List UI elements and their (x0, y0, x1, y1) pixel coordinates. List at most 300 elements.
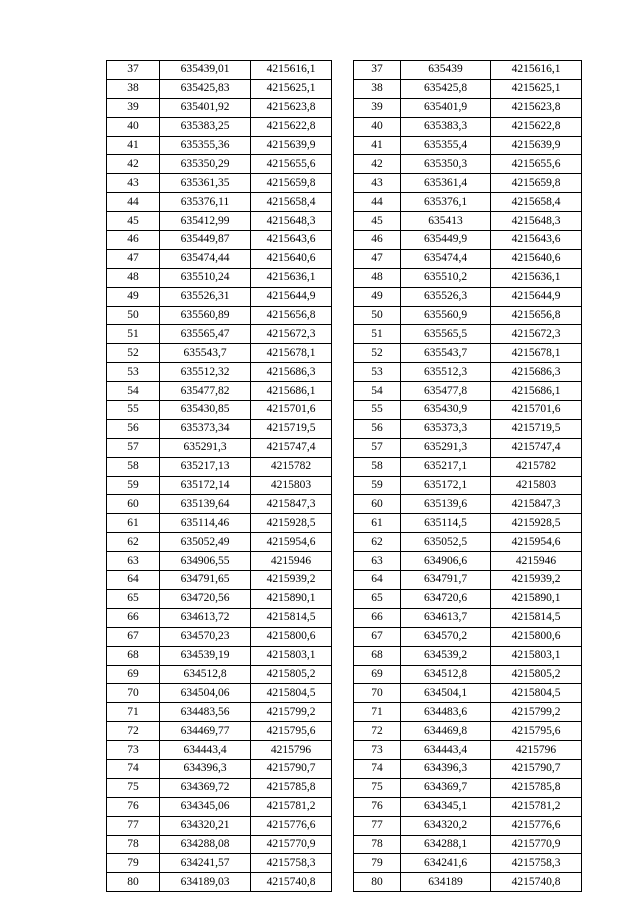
table-row (107, 344, 582, 363)
x-coordinate-left: 634570,23 (160, 627, 251, 646)
point-number-left: 42 (107, 155, 160, 174)
y-coordinate-right: 4215890,1 (491, 589, 582, 608)
y-coordinate-left: 4215782 (251, 457, 332, 476)
column-gap (332, 136, 354, 155)
y-coordinate-right: 4215847,3 (491, 495, 582, 514)
point-number-left: 72 (107, 722, 160, 741)
x-coordinate-left: 634189,03 (160, 873, 251, 892)
point-number-right: 48 (354, 268, 401, 287)
column-gap (332, 268, 354, 287)
x-coordinate-right: 635477,8 (401, 382, 491, 401)
table-row (107, 401, 582, 420)
x-coordinate-left: 634791,65 (160, 571, 251, 590)
point-number-left: 67 (107, 627, 160, 646)
x-coordinate-right: 635526,3 (401, 287, 491, 306)
x-coordinate-right: 634469,8 (401, 722, 491, 741)
point-number-right: 78 (354, 835, 401, 854)
x-coordinate-right: 634320,2 (401, 816, 491, 835)
point-number-left: 63 (107, 552, 160, 571)
y-coordinate-left: 4215814,5 (251, 608, 332, 627)
point-number-right: 62 (354, 533, 401, 552)
y-coordinate-left: 4215805,2 (251, 665, 332, 684)
table-row (107, 552, 582, 571)
table-row (107, 759, 582, 778)
point-number-left: 48 (107, 268, 160, 287)
x-coordinate-left: 634345,06 (160, 797, 251, 816)
column-gap (332, 306, 354, 325)
x-coordinate-right: 635114,5 (401, 514, 491, 533)
x-coordinate-right: 634483,6 (401, 703, 491, 722)
y-coordinate-right: 4215616,1 (491, 61, 582, 80)
x-coordinate-left: 634613,72 (160, 608, 251, 627)
y-coordinate-right: 4215782 (491, 457, 582, 476)
y-coordinate-right: 4215640,6 (491, 249, 582, 268)
column-gap (332, 98, 354, 117)
y-coordinate-left: 4215776,6 (251, 816, 332, 835)
y-coordinate-left: 4215758,3 (251, 854, 332, 873)
point-number-right: 54 (354, 382, 401, 401)
x-coordinate-left: 634396,3 (160, 759, 251, 778)
point-number-left: 80 (107, 873, 160, 892)
x-coordinate-right: 635383,3 (401, 117, 491, 136)
x-coordinate-right: 635401,9 (401, 98, 491, 117)
point-number-left: 76 (107, 797, 160, 816)
x-coordinate-left: 635350,29 (160, 155, 251, 174)
point-number-right: 42 (354, 155, 401, 174)
point-number-right: 72 (354, 722, 401, 741)
column-gap (332, 873, 354, 892)
x-coordinate-right: 635376,1 (401, 193, 491, 212)
y-coordinate-right: 4215790,7 (491, 759, 582, 778)
y-coordinate-right: 4215622,8 (491, 117, 582, 136)
table-row (107, 61, 582, 80)
column-gap (332, 854, 354, 873)
table-row (107, 608, 582, 627)
y-coordinate-left: 4215658,4 (251, 193, 332, 212)
point-number-right: 57 (354, 438, 401, 457)
point-number-left: 50 (107, 306, 160, 325)
y-coordinate-left: 4215636,1 (251, 268, 332, 287)
column-gap (332, 117, 354, 136)
table-row (107, 419, 582, 438)
point-number-left: 39 (107, 98, 160, 117)
x-coordinate-right: 634189 (401, 873, 491, 892)
x-coordinate-left: 634504,06 (160, 684, 251, 703)
point-number-right: 40 (354, 117, 401, 136)
point-number-left: 69 (107, 665, 160, 684)
point-number-right: 77 (354, 816, 401, 835)
y-coordinate-left: 4215622,8 (251, 117, 332, 136)
x-coordinate-right: 634396,3 (401, 759, 491, 778)
x-coordinate-right: 634720,6 (401, 589, 491, 608)
point-number-right: 71 (354, 703, 401, 722)
point-number-left: 52 (107, 344, 160, 363)
table-row (107, 495, 582, 514)
column-gap (332, 552, 354, 571)
y-coordinate-left: 4215625,1 (251, 79, 332, 98)
x-coordinate-left: 634483,56 (160, 703, 251, 722)
column-gap (332, 495, 354, 514)
y-coordinate-right: 4215804,5 (491, 684, 582, 703)
x-coordinate-right: 635350,3 (401, 155, 491, 174)
y-coordinate-left: 4215781,2 (251, 797, 332, 816)
point-number-right: 65 (354, 589, 401, 608)
point-number-left: 45 (107, 212, 160, 231)
x-coordinate-right: 634241,6 (401, 854, 491, 873)
column-gap (332, 79, 354, 98)
table-row (107, 212, 582, 231)
point-number-right: 43 (354, 174, 401, 193)
y-coordinate-right: 4215686,1 (491, 382, 582, 401)
x-coordinate-left: 634443,4 (160, 741, 251, 760)
x-coordinate-right: 635430,9 (401, 401, 491, 420)
point-number-right: 50 (354, 306, 401, 325)
table-row (107, 117, 582, 136)
point-number-left: 74 (107, 759, 160, 778)
x-coordinate-left: 635425,83 (160, 79, 251, 98)
point-number-left: 78 (107, 835, 160, 854)
x-coordinate-right: 634443,4 (401, 741, 491, 760)
y-coordinate-left: 4215747,4 (251, 438, 332, 457)
point-number-right: 55 (354, 401, 401, 420)
table-row (107, 268, 582, 287)
x-coordinate-left: 634720,56 (160, 589, 251, 608)
point-number-left: 79 (107, 854, 160, 873)
y-coordinate-right: 4215939,2 (491, 571, 582, 590)
point-number-left: 47 (107, 249, 160, 268)
x-coordinate-right: 635052,5 (401, 533, 491, 552)
point-number-right: 79 (354, 854, 401, 873)
table-row (107, 589, 582, 608)
x-coordinate-right: 635565,5 (401, 325, 491, 344)
y-coordinate-left: 4215639,9 (251, 136, 332, 155)
point-number-right: 47 (354, 249, 401, 268)
coordinate-table (106, 60, 582, 892)
table-row (107, 231, 582, 250)
table-row (107, 155, 582, 174)
point-number-right: 66 (354, 608, 401, 627)
point-number-right: 69 (354, 665, 401, 684)
point-number-left: 65 (107, 589, 160, 608)
x-coordinate-right: 635439 (401, 61, 491, 80)
y-coordinate-right: 4215648,3 (491, 212, 582, 231)
point-number-left: 46 (107, 231, 160, 250)
y-coordinate-left: 4215644,9 (251, 287, 332, 306)
y-coordinate-left: 4215659,8 (251, 174, 332, 193)
column-gap (332, 646, 354, 665)
point-number-right: 70 (354, 684, 401, 703)
table-row (107, 741, 582, 760)
x-coordinate-left: 635512,32 (160, 363, 251, 382)
table-row (107, 646, 582, 665)
x-coordinate-left: 635217,13 (160, 457, 251, 476)
table-row (107, 382, 582, 401)
table-row (107, 476, 582, 495)
table-row (107, 249, 582, 268)
point-number-right: 60 (354, 495, 401, 514)
y-coordinate-right: 4215814,5 (491, 608, 582, 627)
x-coordinate-left: 634512,8 (160, 665, 251, 684)
x-coordinate-left: 635376,11 (160, 193, 251, 212)
point-number-left: 49 (107, 287, 160, 306)
y-coordinate-right: 4215625,1 (491, 79, 582, 98)
table-row (107, 684, 582, 703)
table-row (107, 778, 582, 797)
column-gap (332, 344, 354, 363)
x-coordinate-right: 635373,3 (401, 419, 491, 438)
x-coordinate-right: 634369,7 (401, 778, 491, 797)
x-coordinate-right: 635474,4 (401, 249, 491, 268)
x-coordinate-left: 635401,92 (160, 98, 251, 117)
x-coordinate-right: 635560,9 (401, 306, 491, 325)
y-coordinate-right: 4215623,8 (491, 98, 582, 117)
y-coordinate-right: 4215803,1 (491, 646, 582, 665)
x-coordinate-left: 634539,19 (160, 646, 251, 665)
y-coordinate-left: 4215740,8 (251, 873, 332, 892)
y-coordinate-left: 4215847,3 (251, 495, 332, 514)
y-coordinate-right: 4215928,5 (491, 514, 582, 533)
x-coordinate-right: 635172,1 (401, 476, 491, 495)
x-coordinate-right: 635361,4 (401, 174, 491, 193)
column-gap (332, 589, 354, 608)
y-coordinate-right: 4215656,8 (491, 306, 582, 325)
point-number-left: 68 (107, 646, 160, 665)
y-coordinate-right: 4215659,8 (491, 174, 582, 193)
point-number-right: 49 (354, 287, 401, 306)
table-row (107, 136, 582, 155)
table-row (107, 306, 582, 325)
y-coordinate-right: 4215747,4 (491, 438, 582, 457)
x-coordinate-left: 635474,44 (160, 249, 251, 268)
y-coordinate-left: 4215785,8 (251, 778, 332, 797)
point-number-right: 46 (354, 231, 401, 250)
point-number-right: 64 (354, 571, 401, 590)
column-gap (332, 382, 354, 401)
column-gap (332, 759, 354, 778)
x-coordinate-left: 635052,49 (160, 533, 251, 552)
y-coordinate-left: 4215939,2 (251, 571, 332, 590)
point-number-left: 58 (107, 457, 160, 476)
table-row (107, 325, 582, 344)
point-number-right: 76 (354, 797, 401, 816)
column-gap (332, 476, 354, 495)
column-gap (332, 231, 354, 250)
y-coordinate-right: 4215740,8 (491, 873, 582, 892)
point-number-left: 53 (107, 363, 160, 382)
point-number-left: 54 (107, 382, 160, 401)
point-number-left: 75 (107, 778, 160, 797)
y-coordinate-right: 4215639,9 (491, 136, 582, 155)
point-number-right: 58 (354, 457, 401, 476)
y-coordinate-right: 4215803 (491, 476, 582, 495)
point-number-right: 41 (354, 136, 401, 155)
y-coordinate-left: 4215648,3 (251, 212, 332, 231)
x-coordinate-left: 634369,72 (160, 778, 251, 797)
y-coordinate-right: 4215658,4 (491, 193, 582, 212)
point-number-left: 40 (107, 117, 160, 136)
y-coordinate-right: 4215805,2 (491, 665, 582, 684)
table-row (107, 457, 582, 476)
coordinate-table-body (107, 61, 582, 892)
point-number-left: 41 (107, 136, 160, 155)
column-gap (332, 778, 354, 797)
y-coordinate-right: 4215781,2 (491, 797, 582, 816)
y-coordinate-left: 4215656,8 (251, 306, 332, 325)
point-number-left: 60 (107, 495, 160, 514)
column-gap (332, 325, 354, 344)
x-coordinate-left: 635383,25 (160, 117, 251, 136)
table-row (107, 722, 582, 741)
x-coordinate-right: 635291,3 (401, 438, 491, 457)
table-row (107, 797, 582, 816)
column-gap (332, 419, 354, 438)
y-coordinate-right: 4215672,3 (491, 325, 582, 344)
point-number-right: 67 (354, 627, 401, 646)
table-row (107, 854, 582, 873)
point-number-right: 80 (354, 873, 401, 892)
point-number-left: 55 (107, 401, 160, 420)
y-coordinate-right: 4215655,6 (491, 155, 582, 174)
y-coordinate-left: 4215701,6 (251, 401, 332, 420)
y-coordinate-left: 4215928,5 (251, 514, 332, 533)
table-row (107, 816, 582, 835)
y-coordinate-left: 4215804,5 (251, 684, 332, 703)
point-number-left: 51 (107, 325, 160, 344)
x-coordinate-left: 635439,01 (160, 61, 251, 80)
x-coordinate-left: 634469,77 (160, 722, 251, 741)
x-coordinate-left: 635565,47 (160, 325, 251, 344)
point-number-left: 77 (107, 816, 160, 835)
x-coordinate-right: 635425,8 (401, 79, 491, 98)
column-gap (332, 665, 354, 684)
point-number-left: 73 (107, 741, 160, 760)
y-coordinate-left: 4215640,6 (251, 249, 332, 268)
y-coordinate-left: 4215686,1 (251, 382, 332, 401)
x-coordinate-left: 635430,85 (160, 401, 251, 420)
table-row (107, 174, 582, 193)
y-coordinate-right: 4215701,6 (491, 401, 582, 420)
table-row (107, 571, 582, 590)
column-gap (332, 174, 354, 193)
x-coordinate-right: 635217,1 (401, 457, 491, 476)
table-row (107, 363, 582, 382)
y-coordinate-right: 4215719,5 (491, 419, 582, 438)
column-gap (332, 533, 354, 552)
column-gap (332, 741, 354, 760)
x-coordinate-left: 635139,64 (160, 495, 251, 514)
point-number-left: 62 (107, 533, 160, 552)
point-number-left: 59 (107, 476, 160, 495)
x-coordinate-left: 635510,24 (160, 268, 251, 287)
x-coordinate-right: 634791,7 (401, 571, 491, 590)
column-gap (332, 193, 354, 212)
x-coordinate-right: 634512,8 (401, 665, 491, 684)
point-number-left: 64 (107, 571, 160, 590)
table-row (107, 627, 582, 646)
column-gap (332, 61, 354, 80)
column-gap (332, 363, 354, 382)
y-coordinate-left: 4215803 (251, 476, 332, 495)
x-coordinate-left: 635172,14 (160, 476, 251, 495)
column-gap (332, 401, 354, 420)
point-number-right: 53 (354, 363, 401, 382)
y-coordinate-left: 4215770,9 (251, 835, 332, 854)
x-coordinate-left: 635477,82 (160, 382, 251, 401)
y-coordinate-left: 4215672,3 (251, 325, 332, 344)
x-coordinate-left: 635526,31 (160, 287, 251, 306)
point-number-right: 51 (354, 325, 401, 344)
table-row (107, 438, 582, 457)
y-coordinate-left: 4215803,1 (251, 646, 332, 665)
x-coordinate-right: 634504,1 (401, 684, 491, 703)
column-gap (332, 608, 354, 627)
y-coordinate-right: 4215954,6 (491, 533, 582, 552)
column-gap (332, 155, 354, 174)
table-row (107, 287, 582, 306)
y-coordinate-right: 4215758,3 (491, 854, 582, 873)
column-gap (332, 287, 354, 306)
point-number-right: 63 (354, 552, 401, 571)
x-coordinate-left: 635114,46 (160, 514, 251, 533)
table-row (107, 98, 582, 117)
y-coordinate-right: 4215770,9 (491, 835, 582, 854)
column-gap (332, 571, 354, 590)
y-coordinate-left: 4215623,8 (251, 98, 332, 117)
x-coordinate-right: 634345,1 (401, 797, 491, 816)
x-coordinate-left: 635560,89 (160, 306, 251, 325)
y-coordinate-left: 4215799,2 (251, 703, 332, 722)
point-number-left: 61 (107, 514, 160, 533)
y-coordinate-left: 4215719,5 (251, 419, 332, 438)
y-coordinate-right: 4215644,9 (491, 287, 582, 306)
y-coordinate-left: 4215796 (251, 741, 332, 760)
x-coordinate-right: 635139,6 (401, 495, 491, 514)
x-coordinate-right: 634539,2 (401, 646, 491, 665)
point-number-right: 73 (354, 741, 401, 760)
point-number-left: 57 (107, 438, 160, 457)
point-number-right: 59 (354, 476, 401, 495)
x-coordinate-right: 635543,7 (401, 344, 491, 363)
point-number-left: 43 (107, 174, 160, 193)
y-coordinate-left: 4215655,6 (251, 155, 332, 174)
y-coordinate-right: 4215795,6 (491, 722, 582, 741)
point-number-right: 56 (354, 419, 401, 438)
x-coordinate-left: 635361,35 (160, 174, 251, 193)
point-number-right: 61 (354, 514, 401, 533)
x-coordinate-right: 635413 (401, 212, 491, 231)
x-coordinate-right: 635512,3 (401, 363, 491, 382)
x-coordinate-left: 635412,99 (160, 212, 251, 231)
x-coordinate-left: 634906,55 (160, 552, 251, 571)
point-number-left: 37 (107, 61, 160, 80)
x-coordinate-left: 634320,21 (160, 816, 251, 835)
point-number-right: 68 (354, 646, 401, 665)
table-row (107, 193, 582, 212)
point-number-right: 44 (354, 193, 401, 212)
table-row (107, 79, 582, 98)
y-coordinate-right: 4215776,6 (491, 816, 582, 835)
point-number-right: 45 (354, 212, 401, 231)
point-number-left: 44 (107, 193, 160, 212)
y-coordinate-left: 4215890,1 (251, 589, 332, 608)
x-coordinate-left: 635449,87 (160, 231, 251, 250)
column-gap (332, 212, 354, 231)
y-coordinate-right: 4215686,3 (491, 363, 582, 382)
table-row (107, 703, 582, 722)
x-coordinate-right: 634570,2 (401, 627, 491, 646)
table-row (107, 873, 582, 892)
column-gap (332, 249, 354, 268)
